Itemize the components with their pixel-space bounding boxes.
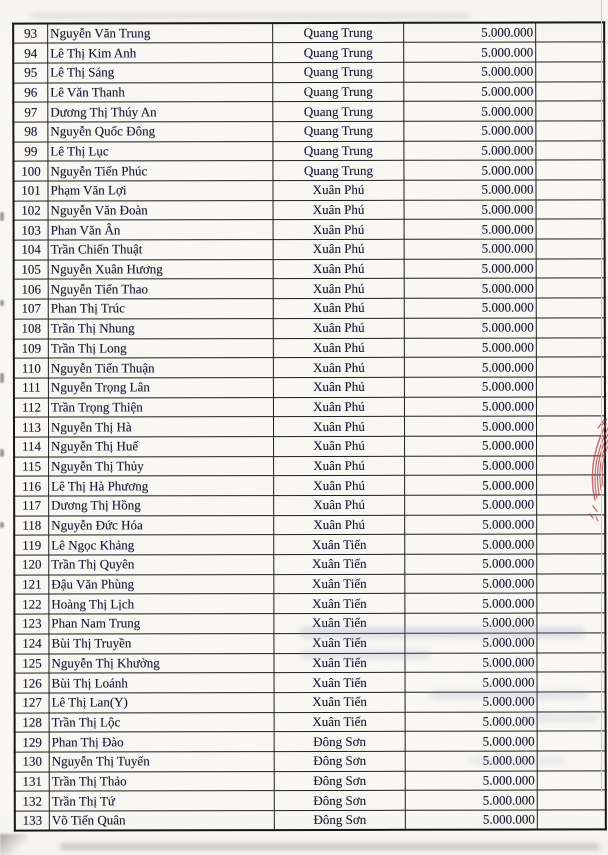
commune-name: Đông Sơn — [274, 751, 405, 771]
scan-smudge-top — [30, 13, 470, 18]
commune-name: Đông Sơn — [274, 791, 405, 811]
signature-cell — [536, 377, 605, 397]
row-number: 108 — [14, 319, 49, 339]
table-row — [13, 180, 604, 201]
person-name: Nguyễn Thị Huế — [49, 437, 274, 457]
table-row — [14, 574, 605, 595]
commune-name: Xuân Phú — [273, 259, 404, 279]
commune-name: Xuân Tiến — [274, 633, 405, 653]
amount-value: 5.000.000 — [405, 790, 537, 810]
person-name: Nguyễn Văn Đoàn — [48, 200, 273, 220]
signature-cell — [537, 652, 606, 672]
table-row — [14, 239, 605, 260]
commune-name: Xuân Tiến — [274, 712, 405, 732]
signature-cell — [536, 81, 605, 101]
signature-cell — [536, 141, 605, 161]
signature-cell — [537, 574, 606, 594]
amount-value: 5.000.000 — [405, 436, 537, 456]
amount-value: 5.000.000 — [405, 692, 537, 712]
person-name: Nguyễn Tiến Phúc — [48, 161, 273, 181]
signature-cell — [536, 180, 605, 200]
signature-cell — [537, 475, 606, 495]
signature-cell — [537, 613, 606, 633]
table-row — [13, 22, 604, 43]
amount-value: 5.000.000 — [405, 475, 537, 495]
commune-name: Xuân Tiến — [274, 594, 405, 614]
signature-cell — [536, 259, 605, 279]
table-row — [13, 101, 604, 122]
signature-cell — [536, 357, 605, 377]
commune-name: Xuân Phú — [273, 397, 404, 417]
row-number: 127 — [15, 693, 50, 713]
amount-value: 5.000.000 — [404, 338, 536, 358]
amount-value: 5.000.000 — [405, 672, 537, 692]
table-row — [15, 731, 606, 752]
signature-cell — [536, 22, 605, 42]
commune-name: Xuân Phú — [273, 417, 404, 437]
commune-name: Xuân Phú — [273, 180, 404, 200]
person-name: Lê Thị Hà Phương — [49, 476, 274, 496]
amount-value: 5.000.000 — [404, 42, 536, 62]
signature-cell — [536, 298, 605, 318]
table-row — [14, 633, 605, 654]
scan-edge-mark — [0, 300, 4, 306]
table-row — [15, 751, 606, 772]
person-name: Bùi Thị Truyền — [49, 633, 274, 653]
scan-smudge-bottom — [60, 843, 600, 850]
signature-cell — [536, 160, 605, 180]
table-body — [13, 22, 606, 830]
amount-value: 5.000.000 — [404, 200, 536, 220]
person-name: Trần Thị Tứ — [49, 791, 274, 811]
amount-value: 5.000.000 — [405, 653, 537, 673]
amount-value: 5.000.000 — [404, 298, 536, 318]
commune-name: Xuân Phú — [274, 476, 405, 496]
person-name: Lê Thị Lan(Y) — [49, 692, 274, 712]
commune-name: Xuân Tiến — [274, 672, 405, 692]
signature-cell — [537, 771, 606, 791]
person-name: Nguyễn Thị Khưởng — [49, 653, 274, 673]
table-row — [14, 396, 605, 417]
table-row — [14, 278, 605, 299]
commune-name: Xuân Phú — [273, 318, 404, 338]
signature-cell — [536, 101, 605, 121]
signature-cell — [536, 278, 605, 298]
amount-value: 5.000.000 — [404, 357, 536, 377]
row-number: 118 — [14, 516, 49, 536]
amount-value: 5.000.000 — [405, 554, 537, 574]
amount-value: 5.000.000 — [404, 160, 536, 180]
row-number: 109 — [14, 339, 49, 359]
table-row — [14, 652, 605, 673]
amount-value: 5.000.000 — [404, 82, 536, 102]
commune-name: Quang Trung — [273, 42, 404, 62]
commune-name: Đông Sơn — [274, 810, 405, 830]
person-name: Võ Tiến Quân — [49, 811, 274, 831]
signature-cell — [537, 810, 606, 830]
person-name: Phan Văn Ân — [48, 220, 273, 240]
table-row — [14, 416, 605, 437]
table-row — [15, 692, 606, 713]
table-row — [14, 298, 605, 319]
table-row — [13, 141, 604, 162]
row-number: 122 — [14, 594, 49, 614]
commune-name: Xuân Tiến — [274, 574, 405, 594]
table-row — [14, 357, 605, 378]
commune-name: Quang Trung — [273, 121, 404, 141]
row-number: 93 — [13, 24, 48, 44]
signature-cell — [537, 711, 606, 731]
person-name: Lê Văn Thanh — [48, 82, 273, 102]
commune-name: Xuân Phú — [274, 515, 405, 535]
row-number: 120 — [14, 555, 49, 575]
person-name: Phan Nam Trung — [49, 614, 274, 634]
row-number: 117 — [14, 496, 49, 516]
row-number: 119 — [14, 535, 49, 555]
table-row — [15, 810, 606, 831]
beneficiary-table — [12, 21, 607, 831]
signature-cell — [537, 790, 606, 810]
row-number: 116 — [14, 476, 49, 496]
person-name: Đậu Văn Phùng — [49, 574, 274, 594]
row-number: 97 — [13, 102, 48, 122]
amount-value: 5.000.000 — [404, 141, 536, 161]
commune-name: Xuân Phú — [274, 495, 405, 515]
amount-value: 5.000.000 — [404, 318, 536, 338]
signature-cell — [537, 515, 606, 535]
corner-shadow — [0, 834, 28, 855]
person-name: Dương Thị Thúy An — [48, 102, 273, 122]
amount-value: 5.000.000 — [404, 121, 536, 141]
table-row — [13, 160, 604, 181]
commune-name: Quang Trung — [273, 62, 404, 82]
table-row — [14, 515, 605, 536]
person-name: Nguyễn Tiến Thuận — [48, 358, 273, 378]
commune-name: Xuân Phú — [274, 456, 405, 476]
row-number: 129 — [15, 732, 50, 752]
row-number: 99 — [13, 142, 48, 162]
row-number: 101 — [13, 181, 48, 201]
person-name: Nguyễn Thị Thủy — [49, 456, 274, 476]
row-number: 98 — [13, 122, 48, 142]
person-name: Nguyễn Xuân Hương — [48, 259, 273, 279]
commune-name: Xuân Phú — [273, 239, 404, 259]
signature-cell — [536, 416, 605, 436]
person-name: Trần Thị Long — [48, 338, 273, 358]
person-name: Lê Ngọc Khảng — [49, 535, 274, 555]
person-name: Trần Chiến Thuật — [48, 240, 273, 260]
signature-cell — [536, 200, 605, 220]
amount-value: 5.000.000 — [405, 456, 537, 476]
table-row — [13, 81, 604, 102]
amount-value: 5.000.000 — [404, 219, 536, 239]
signature-cell — [537, 534, 606, 554]
row-number: 112 — [14, 398, 49, 418]
commune-name: Xuân Phú — [273, 279, 404, 299]
amount-value: 5.000.000 — [404, 23, 536, 43]
row-number: 104 — [14, 240, 49, 260]
table-row — [14, 554, 605, 575]
signature-cell — [537, 692, 606, 712]
commune-name: Xuân Phú — [273, 357, 404, 377]
table-row — [13, 62, 604, 83]
table-row — [15, 672, 606, 693]
amount-value: 5.000.000 — [404, 259, 536, 279]
amount-value: 5.000.000 — [404, 397, 536, 417]
amount-value: 5.000.000 — [405, 593, 537, 613]
person-name: Trần Thị Quyên — [49, 555, 274, 575]
table-row — [14, 318, 605, 339]
commune-name: Xuân Phú — [273, 377, 404, 397]
amount-value: 5.000.000 — [405, 574, 537, 594]
row-number: 106 — [14, 279, 49, 299]
row-number: 131 — [15, 772, 50, 792]
commune-name: Đông Sơn — [274, 732, 405, 752]
commune-name: Xuân Tiến — [274, 535, 405, 555]
person-name: Trần Trọng Thiện — [48, 397, 273, 417]
row-number: 102 — [14, 201, 49, 221]
person-name: Phan Thị Trúc — [48, 299, 273, 319]
commune-name: Xuân Phú — [273, 200, 404, 220]
scan-edge-mark — [0, 212, 4, 221]
row-number: 107 — [14, 299, 49, 319]
commune-name: Quang Trung — [273, 82, 404, 102]
amount-value: 5.000.000 — [405, 771, 537, 791]
table-row — [14, 534, 605, 555]
row-number: 111 — [14, 378, 49, 398]
signature-cell — [537, 495, 606, 515]
row-number: 133 — [15, 811, 50, 831]
scan-edge-mark — [0, 522, 4, 528]
signature-cell — [536, 239, 605, 259]
row-number: 124 — [14, 634, 49, 654]
row-number: 110 — [14, 358, 49, 378]
table-row — [13, 42, 604, 63]
commune-name: Xuân Tiến — [274, 554, 405, 574]
row-number: 128 — [15, 713, 50, 733]
table-row — [14, 259, 605, 280]
table-row — [14, 436, 605, 457]
amount-value: 5.000.000 — [404, 416, 536, 436]
table-row — [13, 121, 604, 142]
signature-cell — [537, 436, 606, 456]
amount-value: 5.000.000 — [404, 180, 536, 200]
commune-name: Xuân Phú — [273, 338, 404, 358]
signature-cell — [536, 396, 605, 416]
signature-cell — [537, 731, 606, 751]
signature-cell — [536, 62, 605, 82]
commune-name: Quang Trung — [273, 23, 404, 43]
signature-cell — [537, 672, 606, 692]
person-name: Phạm Văn Lợi — [48, 181, 273, 201]
person-name: Lê Thị Kim Anh — [48, 43, 273, 63]
row-number: 121 — [14, 575, 49, 595]
person-name: Phan Thị Đào — [49, 732, 274, 752]
table-row — [14, 495, 605, 516]
person-name: Trần Thị Nhung — [48, 318, 273, 338]
signature-cell — [537, 751, 606, 771]
commune-name: Quang Trung — [273, 102, 404, 122]
person-name: Hoàng Thị Lịch — [49, 594, 274, 614]
person-name: Lê Thị Sáng — [48, 62, 273, 82]
row-number: 123 — [14, 614, 49, 634]
signature-cell — [536, 121, 605, 141]
scan-edge-mark — [0, 373, 4, 383]
row-number: 95 — [13, 63, 48, 83]
person-name: Nguyễn Quốc Đông — [48, 122, 273, 142]
commune-name: Xuân Tiến — [274, 653, 405, 673]
amount-value: 5.000.000 — [404, 377, 536, 397]
person-name: Nguyễn Tiến Thao — [48, 279, 273, 299]
signature-cell — [536, 318, 605, 338]
signature-cell — [537, 633, 606, 653]
signature-cell — [537, 456, 606, 476]
commune-name: Xuân Phú — [273, 220, 404, 240]
person-name: Bùi Thị Loánh — [49, 673, 274, 693]
row-number: 100 — [13, 161, 48, 181]
person-name: Nguyễn Thị Hà — [48, 417, 273, 437]
amount-value: 5.000.000 — [405, 810, 537, 830]
signature-cell — [536, 42, 605, 62]
row-number: 96 — [13, 83, 48, 103]
commune-name: Xuân Phú — [273, 298, 404, 318]
row-number: 113 — [14, 417, 49, 437]
amount-value: 5.000.000 — [405, 751, 537, 771]
table-row — [14, 475, 605, 496]
amount-value: 5.000.000 — [405, 731, 537, 751]
table-row — [15, 790, 606, 811]
signature-cell — [536, 337, 605, 357]
person-name: Dương Thị Hồng — [49, 496, 274, 516]
signature-cell — [537, 593, 606, 613]
table-row — [15, 771, 606, 792]
table-row — [14, 456, 605, 477]
row-number: 125 — [14, 654, 49, 674]
commune-name: Xuân Tiến — [274, 692, 405, 712]
row-number: 126 — [15, 673, 50, 693]
table-row — [14, 593, 605, 614]
table-row — [14, 219, 605, 240]
amount-value: 5.000.000 — [405, 495, 537, 515]
scan-edge-mark — [0, 449, 4, 457]
row-number: 105 — [14, 260, 49, 280]
commune-name: Đông Sơn — [274, 771, 405, 791]
signature-cell — [536, 219, 605, 239]
row-number: 115 — [14, 457, 49, 477]
row-number: 130 — [15, 752, 50, 772]
amount-value: 5.000.000 — [404, 62, 536, 82]
table-row — [15, 711, 606, 732]
table-row — [14, 337, 605, 358]
amount-value: 5.000.000 — [405, 534, 537, 554]
row-number: 132 — [15, 791, 50, 811]
amount-value: 5.000.000 — [404, 101, 536, 121]
amount-value: 5.000.000 — [404, 278, 536, 298]
table-row — [14, 377, 605, 398]
signature-cell — [537, 554, 606, 574]
amount-value: 5.000.000 — [405, 613, 537, 633]
amount-value: 5.000.000 — [404, 239, 536, 259]
amount-value: 5.000.000 — [405, 515, 537, 535]
person-name: Nguyễn Trọng Lân — [48, 377, 273, 397]
row-number: 103 — [14, 220, 49, 240]
amount-value: 5.000.000 — [405, 712, 537, 732]
person-name: Lê Thị Lục — [48, 141, 273, 161]
row-number: 114 — [14, 437, 49, 457]
commune-name: Xuân Phú — [274, 436, 405, 456]
commune-name: Quang Trung — [273, 141, 404, 161]
person-name: Trần Thị Lộc — [49, 712, 274, 732]
person-name: Nguyễn Văn Trung — [48, 23, 273, 43]
commune-name: Quang Trung — [273, 161, 404, 181]
person-name: Nguyễn Thị Tuyến — [49, 752, 274, 772]
row-number: 94 — [13, 43, 48, 63]
person-name: Trần Thị Thảo — [49, 771, 274, 791]
amount-value: 5.000.000 — [405, 633, 537, 653]
person-name: Nguyễn Đức Hóa — [49, 515, 274, 535]
table-row — [14, 613, 605, 634]
commune-name: Xuân Tiến — [274, 613, 405, 633]
table-row — [14, 200, 605, 221]
